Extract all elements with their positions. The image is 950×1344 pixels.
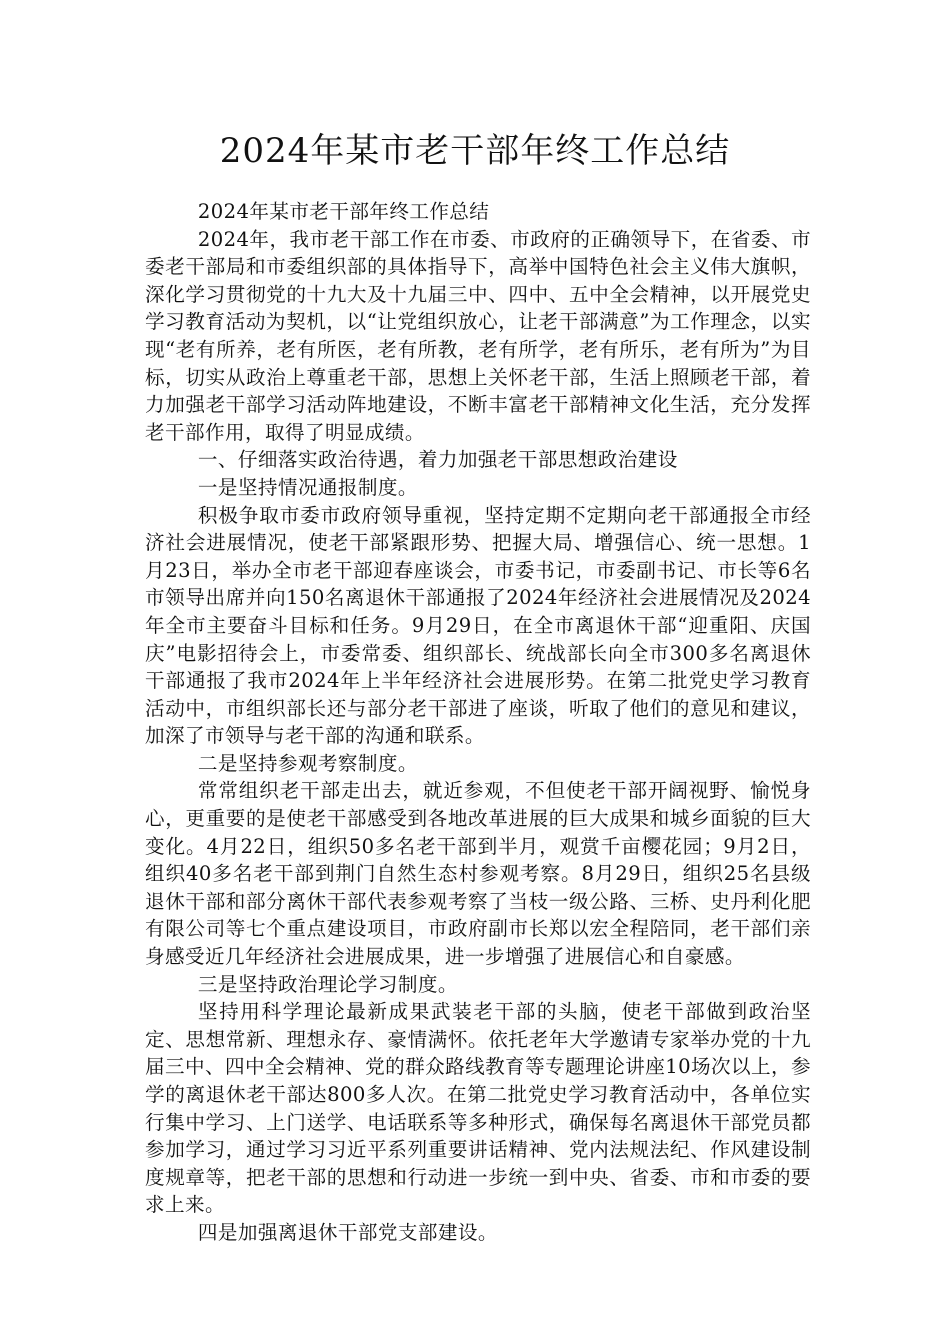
subheading-4: 四是加强离退休干部党支部建设。 <box>197 1220 498 1244</box>
intro-paragraph: 2024年，我市老干部工作在市委、市政府的正确领导下，在省委、市委老干部局和市委组织部的具体指导下，高举中国特色社会主义伟大旗帜，深化学习贯彻党的十九大及十九届三中、四中、五中全会精神，以开展党史学习教育活动为契机，以“让党组织放心，让老干部满意”为工作理念，以实现“老有所养，老有所医，老有所教，老有所学，老有所乐，老有所为”为目标，切实从政治上尊重老干部，思想上关怀老干部，生活上照顾老干部，着力加强老干部学习活动阵地建设，不断丰富老干部精神文化生活，充分发挥老干部作用，取得了明显成绩。 <box>145 227 811 444</box>
document-title: 2024年某市老干部年终工作总结 <box>219 131 731 171</box>
subheading-1: 一是坚持情况通报制度。 <box>197 475 418 499</box>
subtitle-paragraph: 2024年某市老干部年终工作总结 <box>197 200 490 223</box>
section-heading-1: 一、仔细落实政治待遇，着力加强老干部思想政治建设 <box>197 448 678 472</box>
document-body <box>145 198 811 1247</box>
subheading-3: 三是坚持政治理论学习制度。 <box>197 972 458 996</box>
body-paragraph-2: 常常组织老干部走出去，就近参观，不但使老干部开阔视野、愉悦身心，更重要的是使老干部感受到各地改革进展的巨大成果和城乡面貌的巨大变化。4月22日，组织50多名老干部到半月，观赏千亩樱花园；9月2日，组织40多名老干部到荆门自然生态村参观考察。8月29日，组织25名县级退休干部和部分离休干部代表参观考察了当枝一级公路、三桥、史丹利化肥有限公司等七个重点建设项目，市政府副市长郑以宏全程陪同，老干部们亲身感受近几年经济社会进展成果，进一步增强了进展信心和自豪感。 <box>145 779 811 969</box>
body-paragraph-3: 坚持用科学理论最新成果武装老干部的头脑，使老干部做到政治坚定、思想常新、理想永存、豪情满怀。依托老年大学邀请专家举办党的十九届三中、四中全会精神、党的群众路线教育等专题理论讲座10场次以上，参学的离退休老干部达800多人次。在第二批党史学习教育活动中，各单位实行集中学习、上门送学、电话联系等多种形式，确保每名离退休干部党员都参加学习，通过学习习近平系列重要讲话精神、党内法规法纪、作风建设制度规章等，把老干部的思想和行动进一步统一到中央、省委、市和市委的要求上来。 <box>145 1000 811 1217</box>
body-paragraph-1: 积极争取市委市政府领导重视，坚持定期不定期向老干部通报全市经济社会进展情况，使老干部紧跟形势、把握大局、增强信心、统一思想。1月23日，举办全市老干部迎春座谈会，市委书记，市委副书记、市长等6名市领导出席并向150名离退休干部通报了2024年经济社会进展情况及2024年全市主要奋斗目标和任务。9月29日，在全市离退休干部“迎重阳、庆国庆”电影招待会上，市委常委、组织部长、统战部长向全市300多名离退休干部通报了我市2024年上半年经济社会进展形势。在第二批党史学习教育活动中，市组织部长还与部分老干部进了座谈，听取了他们的意见和建议，加深了市领导与老干部的沟通和联系。 <box>145 503 811 748</box>
subheading-2: 二是坚持参观考察制度。 <box>197 751 418 775</box>
